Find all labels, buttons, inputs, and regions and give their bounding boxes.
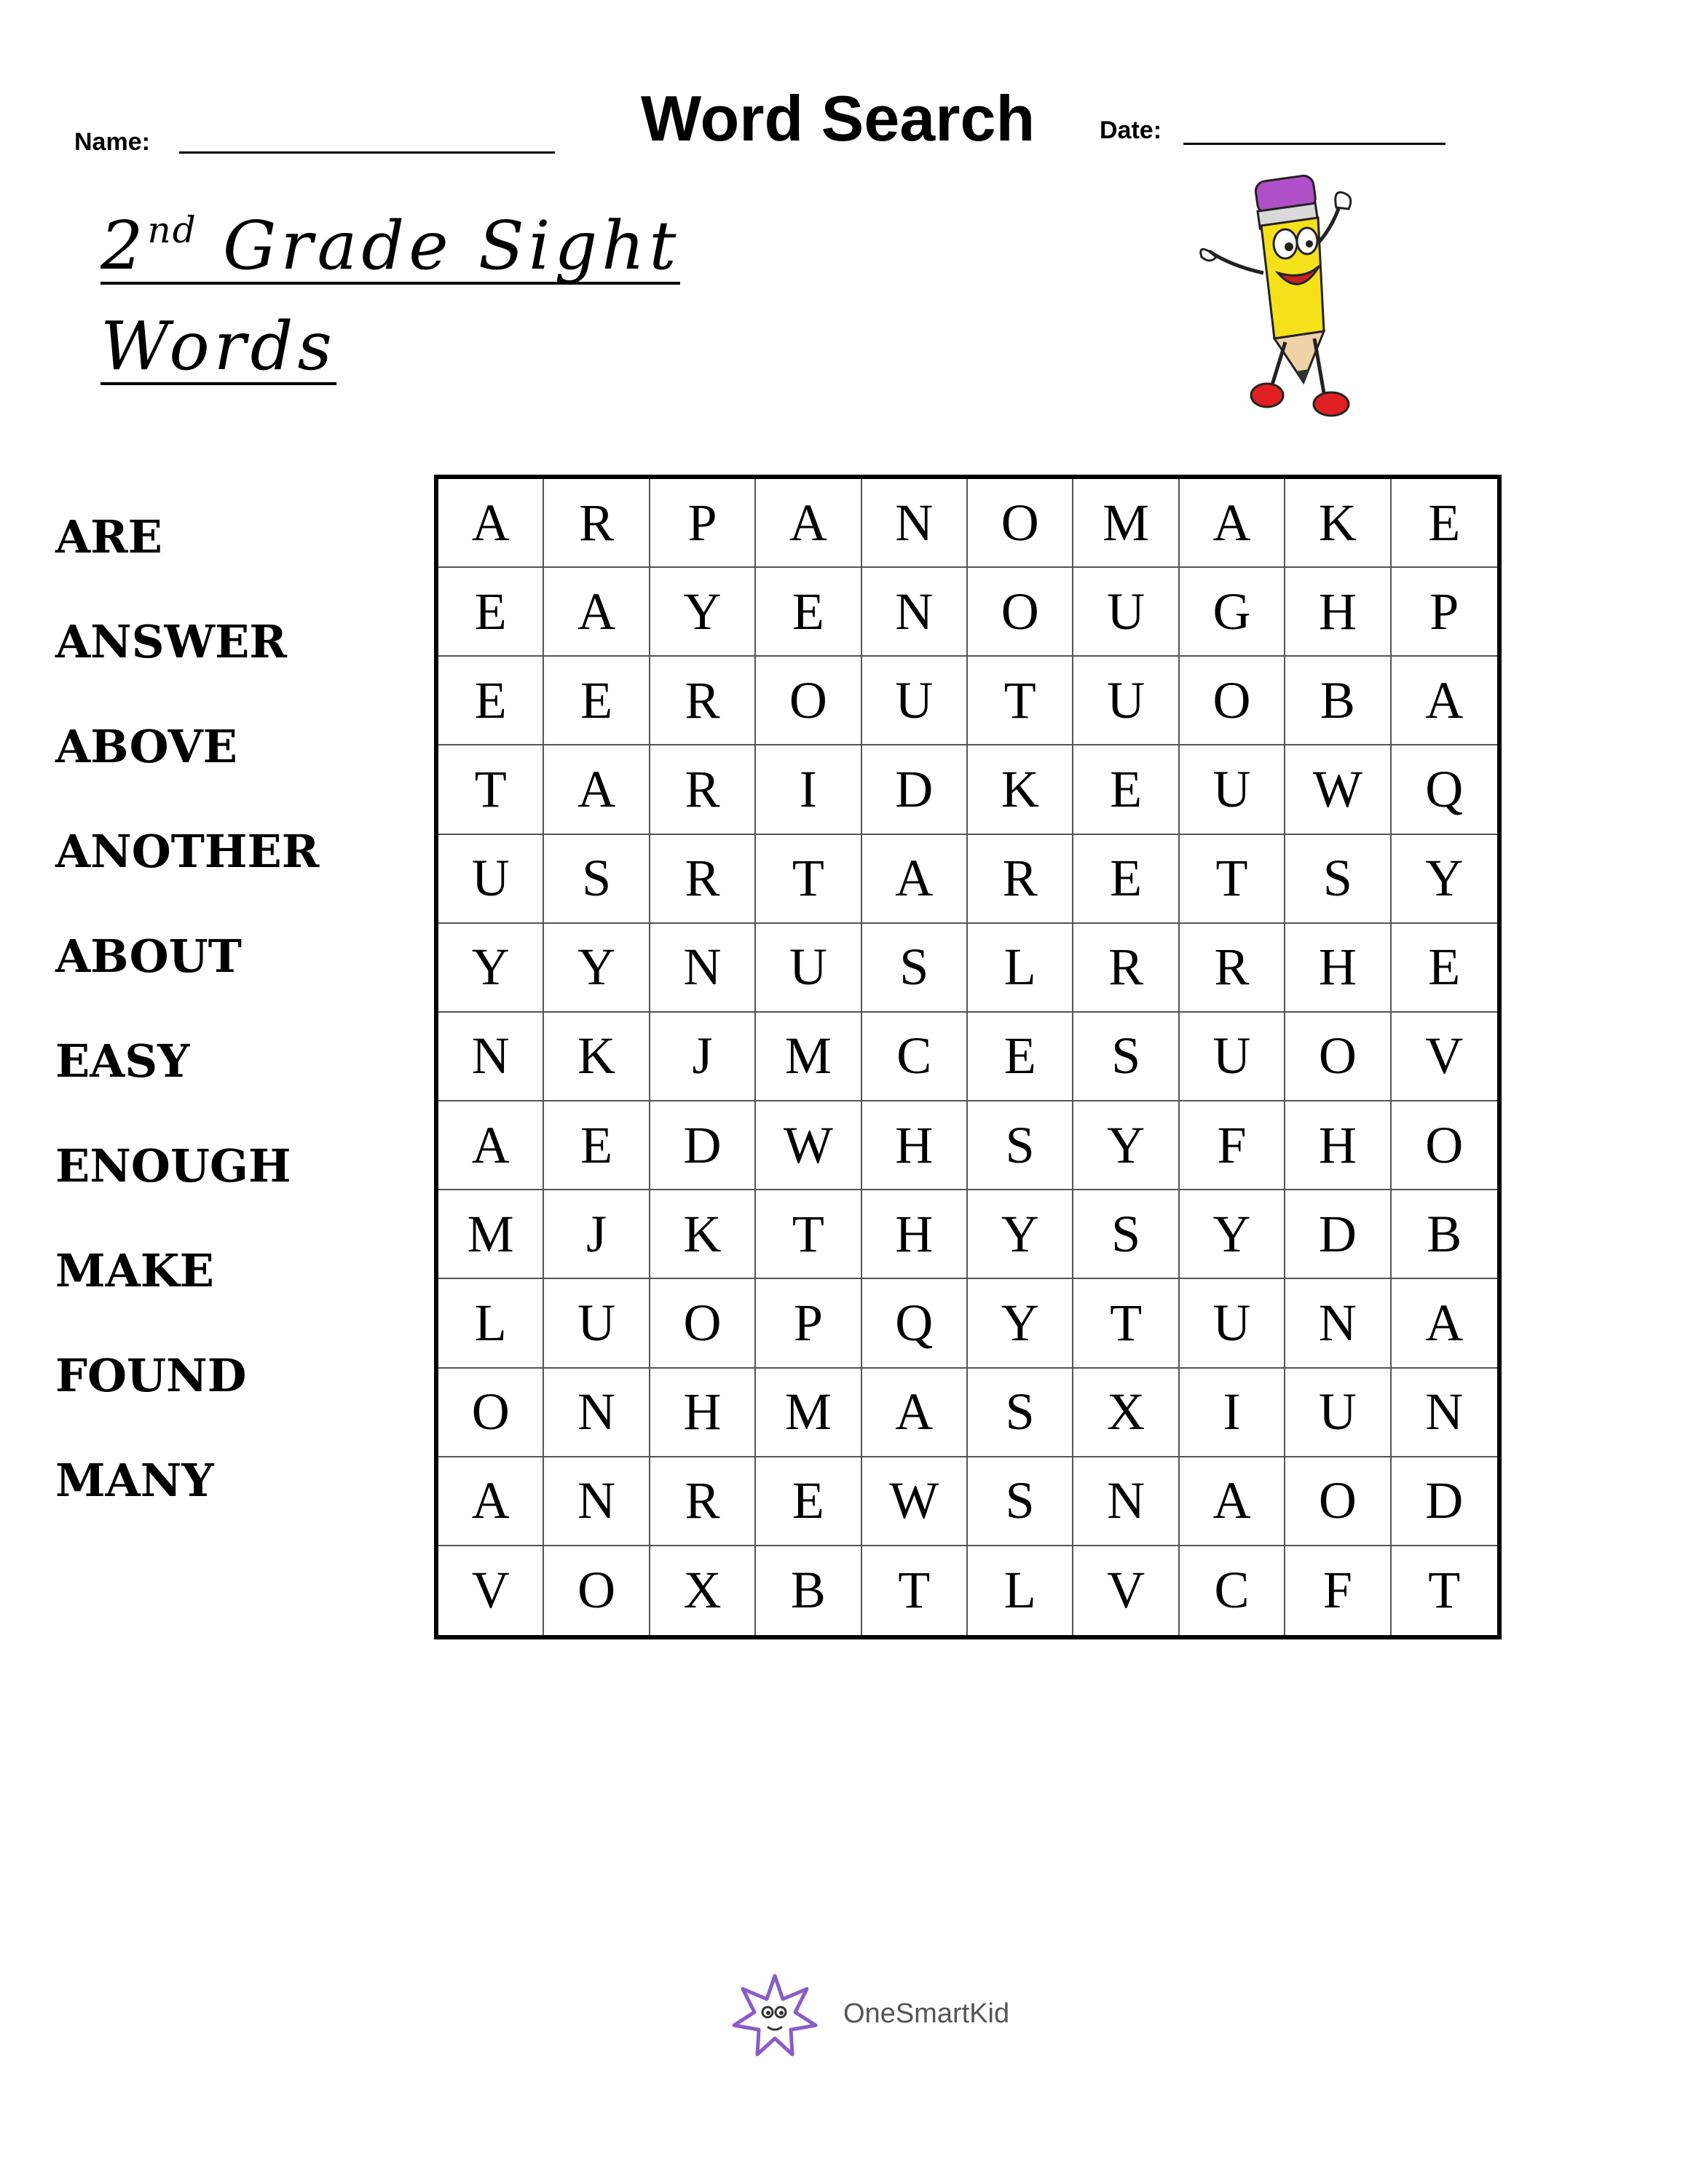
grid-cell[interactable]: O (756, 657, 861, 745)
grid-cell[interactable]: E (1392, 479, 1497, 568)
grid-cell[interactable]: H (1285, 924, 1391, 1013)
grid-cell[interactable]: M (1073, 479, 1179, 568)
grid-cell[interactable]: Y (1073, 1101, 1179, 1190)
grid-cell[interactable]: N (650, 924, 756, 1013)
grid-cell[interactable]: O (1180, 657, 1285, 745)
grid-cell[interactable]: L (438, 1279, 544, 1368)
grid-cell[interactable]: J (650, 1013, 756, 1101)
grid-cell[interactable]: S (968, 1369, 1073, 1457)
word-item: EASY (55, 1034, 190, 1088)
grid-cell[interactable]: U (1073, 568, 1179, 657)
grid-cell[interactable]: A (1180, 479, 1285, 568)
grid-cell[interactable]: N (862, 568, 968, 657)
name-blank-line[interactable] (179, 151, 555, 154)
word-item: ANSWER (55, 615, 287, 668)
grid-cell[interactable]: A (544, 568, 650, 657)
grid-cell[interactable]: O (438, 1369, 544, 1457)
grid-cell[interactable]: F (1285, 1546, 1391, 1635)
grid-cell[interactable]: E (756, 568, 861, 657)
grid-cell[interactable]: T (756, 835, 861, 924)
date-blank-line[interactable] (1183, 143, 1446, 145)
grid-cell[interactable]: N (544, 1369, 650, 1457)
grid-cell[interactable]: O (1285, 1457, 1391, 1546)
grid-cell[interactable]: E (438, 568, 544, 657)
grid-cell[interactable]: U (1073, 657, 1179, 745)
grid-cell[interactable]: C (862, 1013, 968, 1101)
grid-cell[interactable]: H (1285, 568, 1391, 657)
grid-cell[interactable]: K (1285, 479, 1391, 568)
word-item: ABOVE (55, 720, 237, 773)
grid-cell[interactable]: O (650, 1279, 756, 1368)
word-list (55, 502, 319, 1551)
grade-suffix: nd (147, 209, 197, 251)
grid-cell[interactable]: A (756, 479, 861, 568)
grid-cell[interactable]: N (544, 1457, 650, 1546)
grid-cell[interactable]: G (1180, 568, 1285, 657)
grid-cell[interactable]: L (968, 1546, 1073, 1635)
grid-cell[interactable]: O (1285, 1013, 1391, 1101)
word-item: ANOTHER (55, 825, 320, 878)
grid-cell[interactable]: S (968, 1101, 1073, 1190)
grid-cell[interactable]: O (968, 568, 1073, 657)
grid-cell[interactable]: Y (1392, 835, 1497, 924)
grid-cell[interactable]: L (968, 924, 1073, 1013)
grid-cell[interactable]: S (1285, 835, 1391, 924)
grid-cell[interactable]: A (1180, 1457, 1285, 1546)
grid-cell[interactable]: O (544, 1546, 650, 1635)
grid-cell[interactable]: S (1073, 1190, 1179, 1279)
grid-cell[interactable]: S (1073, 1013, 1179, 1101)
grid-cell[interactable]: P (756, 1279, 861, 1368)
grid-cell[interactable]: T (1180, 835, 1285, 924)
grid-cell[interactable]: D (650, 1101, 756, 1190)
grid-cell[interactable]: I (756, 745, 861, 834)
grid-cell[interactable]: W (1285, 745, 1391, 834)
grid-cell[interactable]: U (438, 835, 544, 924)
grid-cell[interactable]: A (438, 479, 544, 568)
grid-cell[interactable]: A (862, 1369, 968, 1457)
grid-cell[interactable]: H (1285, 1101, 1391, 1190)
grid-cell[interactable]: E (1392, 924, 1497, 1013)
grid-cell[interactable]: Y (438, 924, 544, 1013)
grid-cell[interactable]: O (1392, 1101, 1497, 1190)
subtitle-text: Grade Sight (197, 207, 681, 285)
grid-cell[interactable]: U (1180, 1279, 1285, 1368)
name-label: Name: (74, 128, 150, 156)
word-item: ENOUGH (55, 1139, 291, 1192)
grid-cell[interactable]: B (1392, 1190, 1497, 1279)
grid-cell[interactable]: R (968, 835, 1073, 924)
word-item: MAKE (55, 1244, 214, 1297)
grid-cell[interactable]: E (1073, 835, 1179, 924)
grid-cell[interactable]: D (862, 745, 968, 834)
grid-cell[interactable]: U (1180, 1013, 1285, 1101)
grid-cell[interactable]: P (650, 479, 756, 568)
grid-cell[interactable]: A (544, 745, 650, 834)
grid-cell[interactable]: W (862, 1457, 968, 1546)
star-mascot-icon (731, 1973, 819, 2060)
grid-cell[interactable]: Y (968, 1190, 1073, 1279)
date-label: Date: (1100, 116, 1162, 144)
brand-name: OneSmartKid (843, 1998, 1010, 2029)
grid-cell[interactable]: B (1285, 657, 1391, 745)
grid-cell[interactable]: T (1428, 1561, 1461, 1620)
grid-cell[interactable]: Q (1392, 745, 1497, 834)
grid-cell[interactable]: B (756, 1546, 861, 1635)
word-item: MANY (55, 1454, 214, 1507)
grid-cell[interactable]: T (862, 1546, 968, 1635)
grid-cell[interactable]: R (1180, 924, 1285, 1013)
grid-cell[interactable]: P (1392, 568, 1497, 657)
grid-cell[interactable]: R (1073, 924, 1179, 1013)
grid-cell[interactable]: K (650, 1190, 756, 1279)
grid-cell[interactable]: U (862, 657, 968, 745)
grid-cell[interactable]: A (438, 1457, 544, 1546)
grid-cell[interactable]: M (756, 1013, 861, 1101)
grid-cell[interactable]: U (1285, 1369, 1391, 1457)
grid-cell[interactable]: E (1073, 745, 1179, 834)
grid-cell[interactable]: R (544, 479, 650, 568)
grid-cell[interactable]: N (438, 1013, 544, 1101)
grid-cell[interactable]: H (862, 1190, 968, 1279)
grid-cell[interactable]: Y (968, 1279, 1073, 1368)
subtitle-line-2: Words (100, 307, 336, 385)
grid-cell[interactable]: C (1180, 1546, 1285, 1635)
grid-cell[interactable]: E (544, 657, 650, 745)
grid-cell[interactable]: U (544, 1279, 650, 1368)
grid-cell[interactable]: D (1285, 1190, 1391, 1279)
grid-cell[interactable]: T (1073, 1279, 1179, 1368)
grade-number: 2 (100, 207, 148, 285)
grid-cell[interactable]: I (1180, 1369, 1285, 1457)
grid-cell[interactable]: T (756, 1190, 861, 1279)
word-item: ARE (55, 510, 162, 563)
grid-cell[interactable]: U (756, 924, 861, 1013)
word-item: FOUND (55, 1349, 247, 1402)
grid-cell[interactable]: V (438, 1546, 544, 1635)
grid-cell[interactable]: V (1073, 1546, 1179, 1635)
grid-cell[interactable]: A (438, 1101, 544, 1190)
grid-cell[interactable]: A (862, 835, 968, 924)
grid-cell[interactable]: K (544, 1013, 650, 1101)
grid-cell[interactable]: A (1392, 1279, 1497, 1368)
grid-cell[interactable]: R (650, 745, 756, 834)
grid-cell[interactable]: Q (862, 1279, 968, 1368)
grid-cell[interactable]: X (1073, 1369, 1179, 1457)
grid-cell[interactable]: U (1180, 745, 1285, 834)
subtitle-line-1 (100, 207, 681, 285)
grid-cell[interactable]: N (862, 479, 968, 568)
pencil-mascot-icon (1194, 164, 1369, 433)
grid-cell[interactable]: X (650, 1546, 756, 1635)
grid-cell[interactable]: S (544, 835, 650, 924)
grid-cell[interactable]: S (862, 924, 968, 1013)
grid-cell[interactable]: N (1392, 1369, 1497, 1457)
grid-cell[interactable]: R (650, 835, 756, 924)
grid-cell[interactable]: A (1392, 657, 1497, 745)
grid-cell[interactable]: T (438, 745, 544, 834)
grid-cell[interactable]: R (650, 1457, 756, 1546)
grid-cell[interactable]: E (438, 657, 544, 745)
grid-cell[interactable]: D (1392, 1457, 1497, 1546)
grid-cell[interactable]: Y (1180, 1190, 1285, 1279)
grid-cell[interactable]: T (968, 657, 1073, 745)
grid-cell[interactable]: K (968, 745, 1073, 834)
grid-cell[interactable]: O (968, 479, 1073, 568)
grid-cell[interactable]: M (438, 1190, 544, 1279)
grid-cell[interactable]: N (1073, 1457, 1179, 1546)
grid-cell[interactable]: W (756, 1101, 861, 1190)
grid-cell[interactable]: Y (650, 568, 756, 657)
grid-cell[interactable]: Y (544, 924, 650, 1013)
grid-cell[interactable]: E (756, 1457, 861, 1546)
grid-cell[interactable]: V (1392, 1013, 1497, 1101)
grid-cell[interactable]: H (862, 1101, 968, 1190)
word-item: ABOUT (55, 930, 242, 983)
grid-cell[interactable]: E (544, 1101, 650, 1190)
grid-cell[interactable]: S (968, 1457, 1073, 1546)
grid-cell[interactable]: R (650, 657, 756, 745)
grid-cell[interactable]: E (968, 1013, 1073, 1101)
grid-cell[interactable]: H (650, 1369, 756, 1457)
page-title: Word Search (641, 82, 1036, 154)
grid-cell[interactable]: M (756, 1369, 861, 1457)
word-search-grid (434, 475, 1502, 1639)
grid-cell[interactable]: J (544, 1190, 650, 1279)
grid-cell[interactable]: F (1180, 1101, 1285, 1190)
grid-cell[interactable]: N (1285, 1279, 1391, 1368)
